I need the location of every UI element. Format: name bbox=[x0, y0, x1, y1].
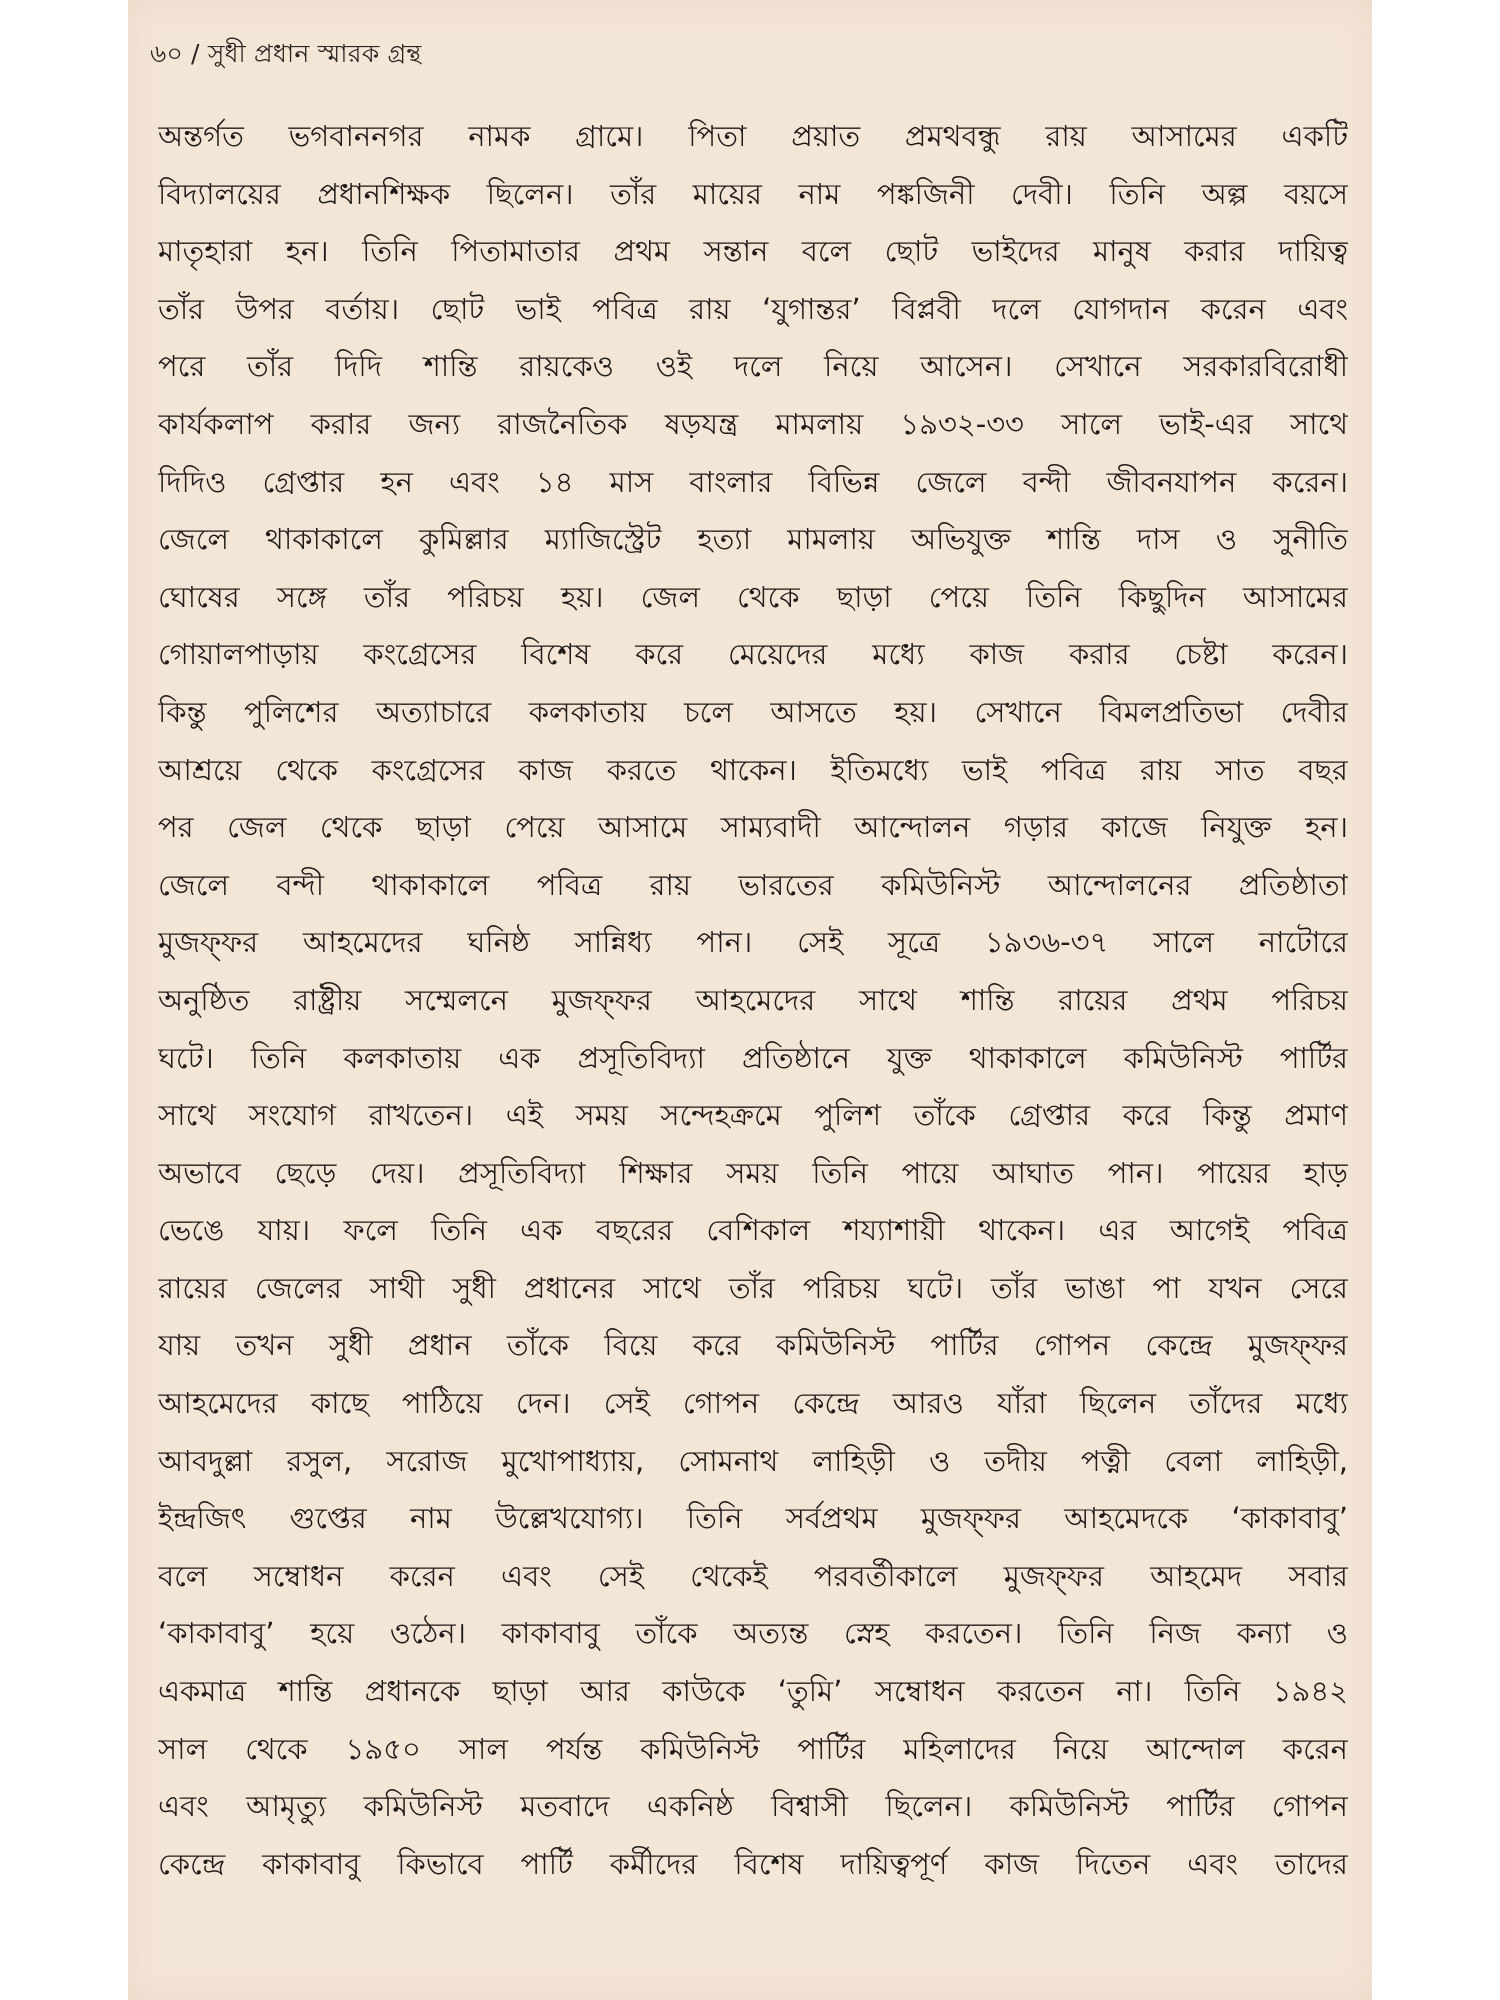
text-line: ‘কাকাবাবু’ হয়ে ওঠেন। কাকাবাবু তাঁকে অত্যন্ত স্নেহ করতেন। তিনি নিজ কন্যা ও bbox=[158, 1616, 1348, 1651]
text-line: পরে তাঁর দিদি শান্তি রায়কেও ওই দলে নিয়ে আসেন। সেখানে সরকারবিরোধী bbox=[158, 349, 1348, 384]
text-line: জেলে বন্দী থাকাকালে পবিত্র রায় ভারতের কমিউনিস্ট আন্দোলনের প্রতিষ্ঠাতা bbox=[158, 867, 1348, 902]
text-line: আবদুল্লা রসুল, সরোজ মুখোপাধ্যায়, সোমনাথ লাহিড়ী ও তদীয় পত্নী বেলা লাহিড়ী, bbox=[158, 1443, 1348, 1478]
book-page bbox=[128, 0, 1372, 2000]
text-line: এবং আমৃত্যু কমিউনিস্ট মতবাদে একনিষ্ঠ বিশ্বাসী ছিলেন। কমিউনিস্ট পার্টির গোপন bbox=[158, 1789, 1348, 1824]
body-text bbox=[158, 108, 1348, 1893]
text-line: পর জেল থেকে ছাড়া পেয়ে আসামে সাম্যবাদী আন্দোলন গড়ার কাজে নিযুক্ত হন। bbox=[158, 810, 1348, 845]
text-line: সাল থেকে ১৯৫০ সাল পর্যন্ত কমিউনিস্ট পার্টির মহিলাদের নিয়ে আন্দোল করেন bbox=[158, 1731, 1348, 1766]
text-line: ইন্দ্রজিৎ গুপ্তের নাম উল্লেখযোগ্য। তিনি সর্বপ্রথম মুজফ্ফর আহমেদকে ‘কাকাবাবু’ bbox=[158, 1501, 1348, 1536]
running-header: ৬০ / সুধী প্রধান স্মারক গ্রন্থ bbox=[150, 39, 422, 68]
text-line: অনুষ্ঠিত রাষ্ট্রীয় সম্মেলনে মুজফ্ফর আহমেদের সাথে শান্তি রায়ের প্রথম পরিচয় bbox=[158, 982, 1348, 1017]
text-line: একমাত্র শান্তি প্রধানকে ছাড়া আর কাউকে ‘তুমি’ সম্বোধন করতেন না। তিনি ১৯৪২ bbox=[158, 1674, 1348, 1709]
text-line: আহমেদের কাছে পাঠিয়ে দেন। সেই গোপন কেন্দ্রে আরও যাঁরা ছিলেন তাঁদের মধ্যে bbox=[158, 1386, 1348, 1421]
text-line: অভাবে ছেড়ে দেয়। প্রসূতিবিদ্যা শিক্ষার সময় তিনি পায়ে আঘাত পান। পায়ের হাড় bbox=[158, 1155, 1348, 1190]
text-line: কিন্তু পুলিশের অত্যাচারে কলকাতায় চলে আসতে হয়। সেখানে বিমলপ্রতিভা দেবীর bbox=[158, 694, 1348, 729]
text-line: বিদ্যালয়ের প্রধানশিক্ষক ছিলেন। তাঁর মায়ের নাম পঙ্কজিনী দেবী। তিনি অল্প বয়সে bbox=[158, 176, 1348, 211]
text-line: কার্যকলাপ করার জন্য রাজনৈতিক ষড়যন্ত্র মামলায় ১৯৩২-৩৩ সালে ভাই-এর সাথে bbox=[158, 406, 1348, 441]
text-line: সাথে সংযোগ রাখতেন। এই সময় সন্দেহক্রমে পুলিশ তাঁকে গ্রেপ্তার করে কিন্তু প্রমাণ bbox=[158, 1098, 1348, 1133]
text-line: অন্তর্গত ভগবাননগর নামক গ্রামে। পিতা প্রয়াত প্রমথবন্ধু রায় আসামের একটি bbox=[158, 119, 1348, 153]
text-line: ঘটে। তিনি কলকাতায় এক প্রসূতিবিদ্যা প্রতিষ্ঠানে যুক্ত থাকাকালে কমিউনিস্ট পার্টির bbox=[158, 1040, 1348, 1075]
text-line: ভেঙে যায়। ফলে তিনি এক বছরের বেশিকাল শয্যাশায়ী থাকেন। এর আগেই পবিত্র bbox=[158, 1213, 1348, 1248]
text-line: মাতৃহারা হন। তিনি পিতামাতার প্রথম সন্তান বলে ছোট ভাইদের মানুষ করার দায়িত্ব bbox=[158, 234, 1348, 269]
text-line: বলে সম্বোধন করেন এবং সেই থেকেই পরবর্তীকালে মুজফ্ফর আহমেদ সবার bbox=[158, 1558, 1348, 1593]
text-line: তাঁর উপর বর্তায়। ছোট ভাই পবিত্র রায় ‘যুগান্তর’ বিপ্লবী দলে যোগদান করেন এবং bbox=[158, 291, 1348, 326]
text-line: রায়ের জেলের সাথী সুধী প্রধানের সাথে তাঁর পরিচয় ঘটে। তাঁর ভাঙা পা যখন সেরে bbox=[158, 1270, 1348, 1305]
text-line: ঘোষের সঙ্গে তাঁর পরিচয় হয়। জেল থেকে ছাড়া পেয়ে তিনি কিছুদিন আসামের bbox=[158, 579, 1348, 614]
text-line: আশ্রয়ে থেকে কংগ্রেসের কাজ করতে থাকেন। ইতিমধ্যে ভাই পবিত্র রায় সাত বছর bbox=[158, 752, 1348, 787]
text-line: জেলে থাকাকালে কুমিল্লার ম্যাজিস্ট্রেট হত্যা মামলায় অভিযুক্ত শান্তি দাস ও সুনীতি bbox=[158, 522, 1348, 557]
text-line: কেন্দ্রে কাকাবাবু কিভাবে পার্টি কর্মীদের বিশেষ দায়িত্বপূর্ণ কাজ দিতেন এবং তাদের bbox=[158, 1846, 1348, 1881]
text-line: মুজফ্ফর আহমেদের ঘনিষ্ঠ সান্নিধ্য পান। সেই সূত্রে ১৯৩৬-৩৭ সালে নাটোরে bbox=[158, 925, 1348, 960]
text-line: দিদিও গ্রেপ্তার হন এবং ১৪ মাস বাংলার বিভিন্ন জেলে বন্দী জীবনযাপন করেন। bbox=[158, 464, 1348, 499]
text-line: যায় তখন সুধী প্রধান তাঁকে বিয়ে করে কমিউনিস্ট পার্টির গোপন কেন্দ্রে মুজফ্ফর bbox=[158, 1328, 1348, 1363]
text-line: গোয়ালপাড়ায় কংগ্রেসের বিশেষ করে মেয়েদের মধ্যে কাজ করার চেষ্টা করেন। bbox=[158, 637, 1348, 672]
